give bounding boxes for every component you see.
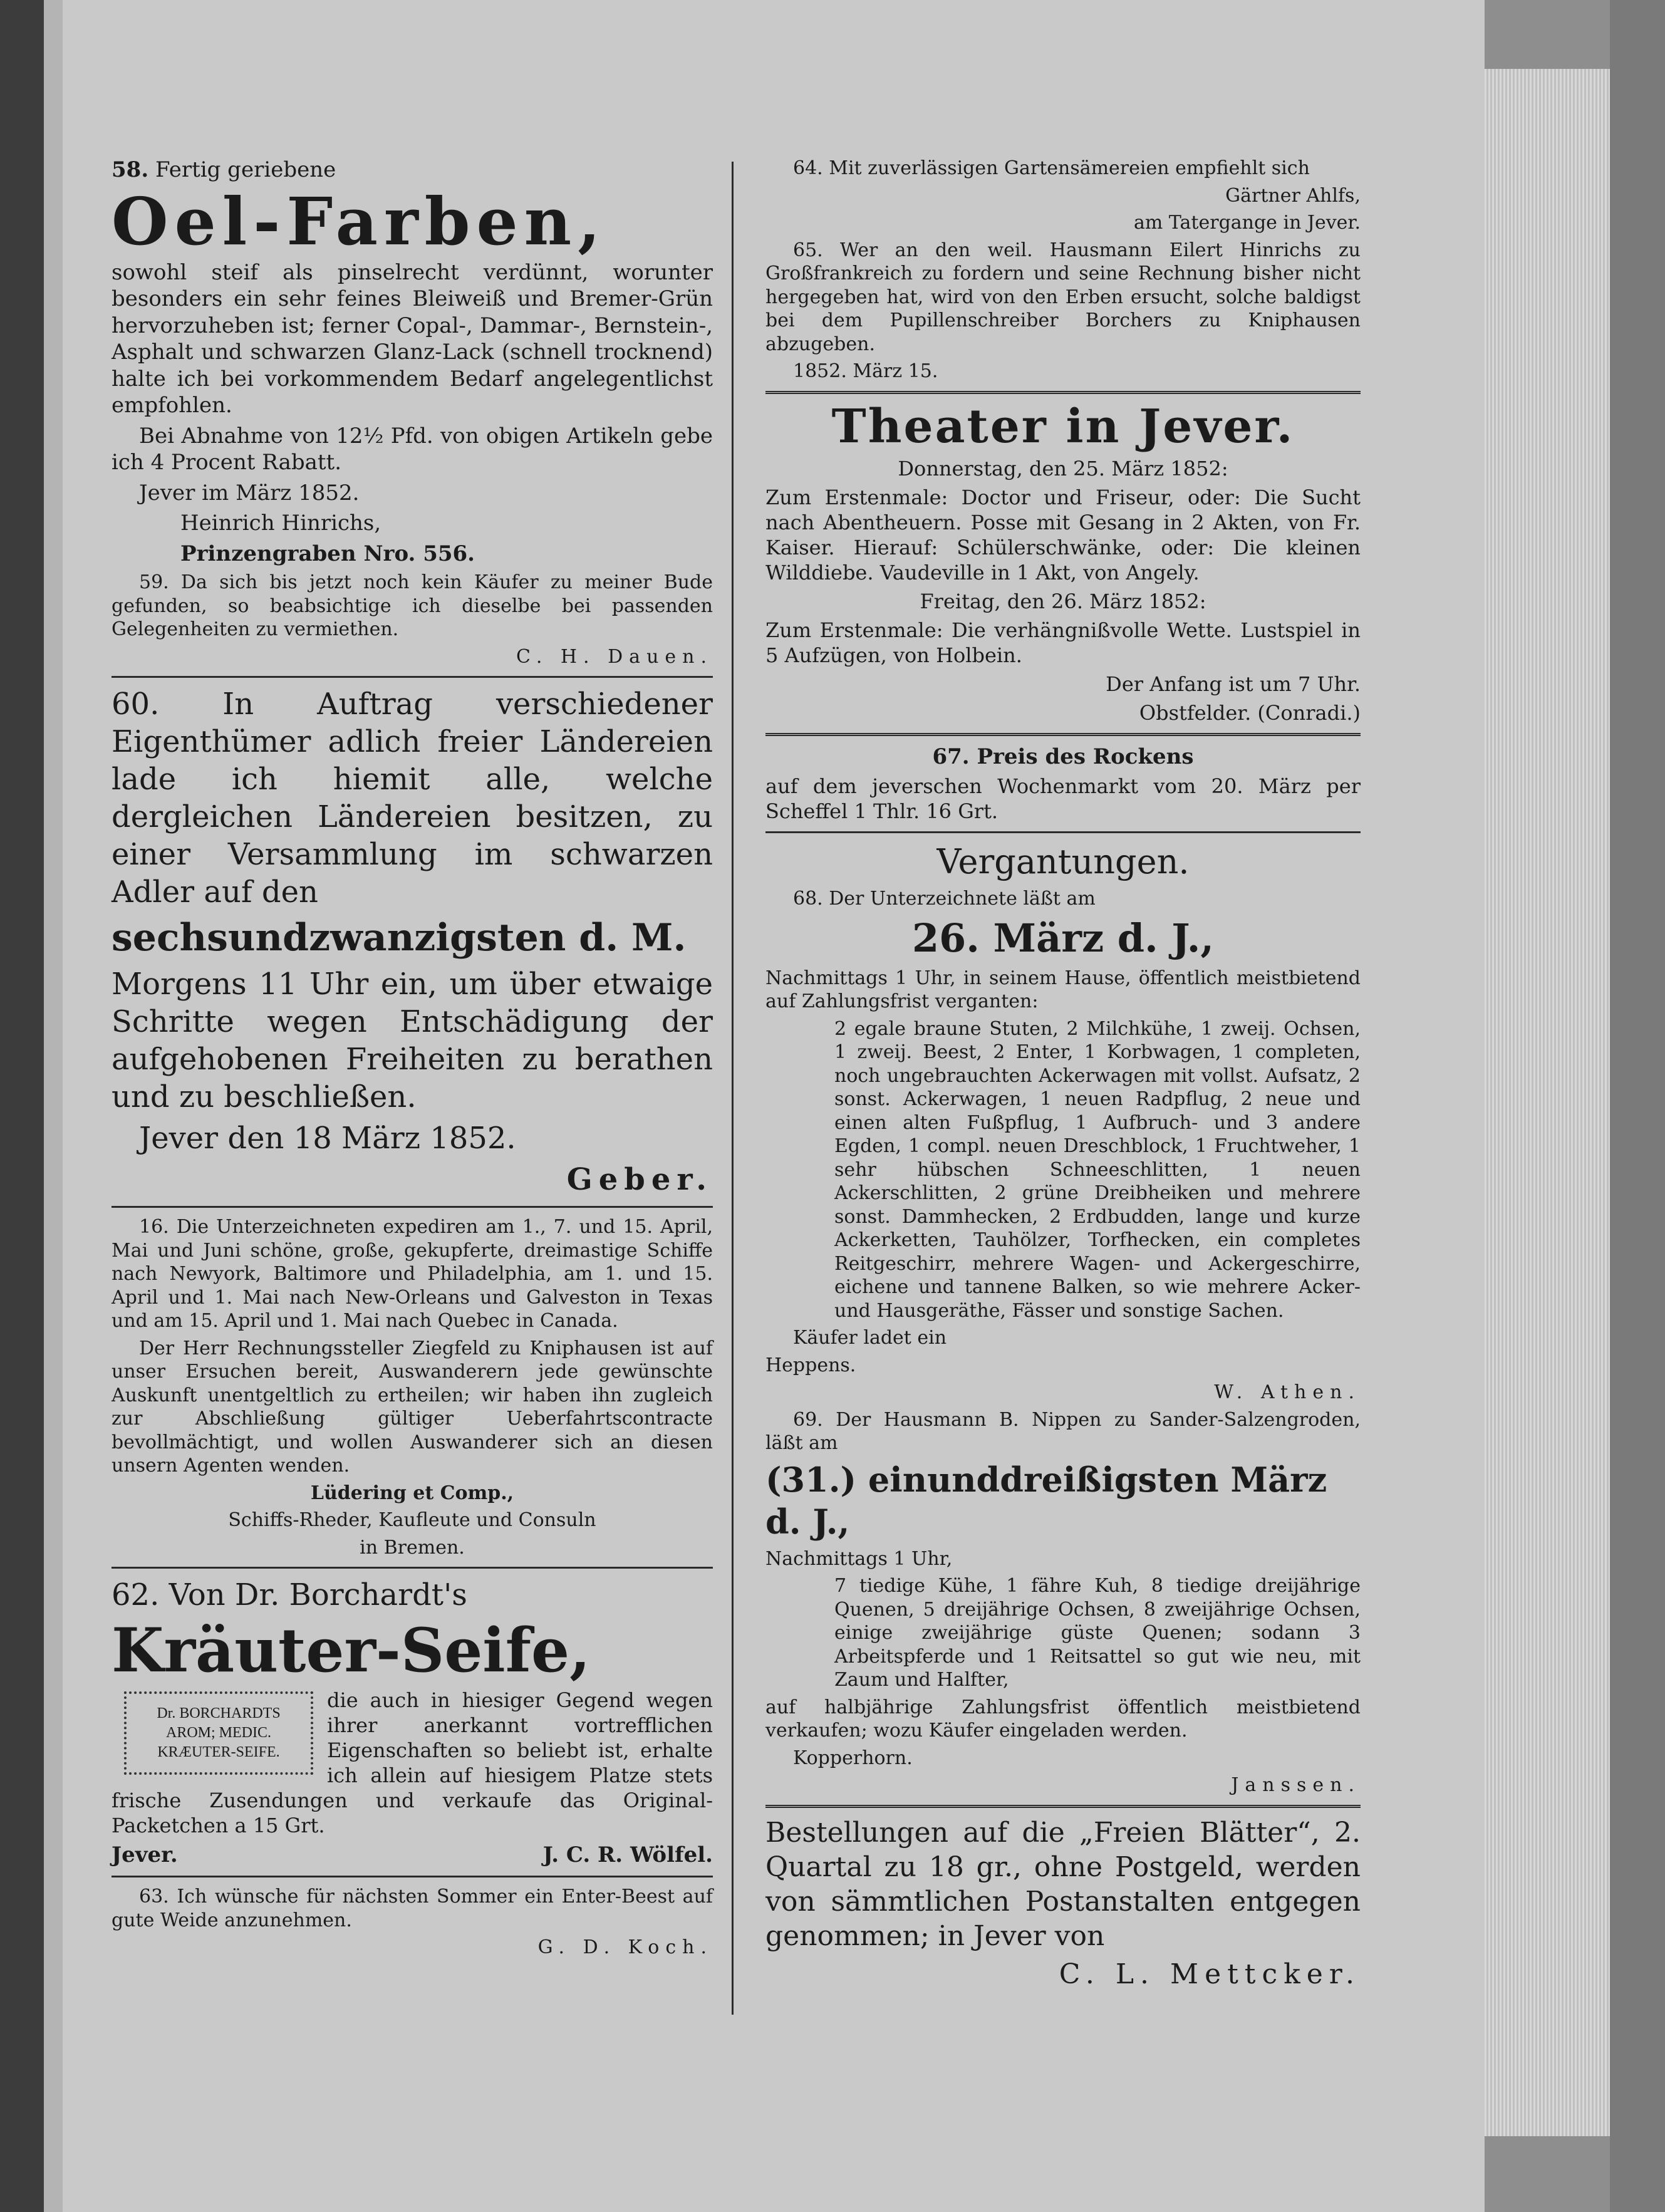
ad-62-text: die auch in hiesiger Gegend wegen ihrer anerkannt vortrefflichen Eigenschaften so beliebt ist, erhalte ich allein auf hiesigem Platze stets frische Zusendungen und verkaufe das Original-Packetchen a 15 Grt. (112, 1688, 713, 1837)
ad-60-day: sechsundzwanzigsten d. M. (112, 916, 687, 960)
ad-59-signature: C. H. Dauen. (516, 645, 713, 668)
ad-60-text: 60. In Auftrag verschiedener Eigenthümer adlich freier Ländereien lade ich hiemit alle, welche dergleichen Ländereien besitzen, zu einer Versammlung im schwarzen Adler auf den (112, 687, 713, 910)
ad-62-header: 62. Von Dr. Borchardt's (112, 1577, 467, 1613)
soap-stamp-logo (124, 1691, 313, 1775)
ad-16-signature-name: Lüdering et Comp., (310, 1482, 514, 1504)
ad-63-signature: G. D. Koch. (537, 1936, 713, 1959)
ad-58-date: Jever im März 1852. (139, 480, 360, 506)
ad-64-text: 64. Mit zuverlässigen Gartensämereien empfiehlt sich (793, 157, 1310, 179)
ad-16-text-2: Der Herr Rechnungssteller Ziegfeld zu Kniphausen ist auf unser Ersuchen bereit, Auswanderern jede gewünschte Auskunft unentgeltlich zu ertheilen; wir haben ihn zugleich zur Abschließung gültiger Ueberfahrtscontracte bevollmächtigt, und wollen Auswanderer sich an diesen unsern Agenten wenden. (112, 1337, 713, 1477)
ad-59-text: 59. Da sich bis jetzt noch kein Käufer zu meiner Bude gefunden, so beabsichtige ich dieselbe bei passenden Gelegenheiten zu vermiethen. (112, 571, 713, 641)
ad-69-item-list: 7 tiedige Kühe, 1 fähre Kuh, 8 tiedige dreijährige Quenen, 5 dreijährige Ochsen, 8 zweijährige Ochsen, einige zweijährige güste Quenen; sodann 3 Arbeitspferde und 1 Reitsattel so gut wie neu, mit Zaum und Halfter, (834, 1575, 1361, 1691)
subscription-notice: Bestellungen auf die „Freien Blätter“, 2. Quartal zu 18 gr., ohne Postgeld, werden von sämmtlichen Postanstalten entgegen genommen; in Jever von (765, 1816, 1361, 1952)
soap-stamp-text: Dr. BORCHARDTS AROM; MEDIC. KRÆUTER-SEIFE. (157, 1705, 281, 1761)
separator (765, 733, 1361, 736)
book-gutter (0, 0, 44, 2212)
ad-62-headline: Kräuter-Seife, (112, 1615, 591, 1686)
left-column (112, 157, 713, 1963)
ad-68-item-list: 2 egale braune Stuten, 2 Milchkühe, 1 zweij. Ochsen, 1 zweij. Beest, 2 Enter, 1 Korbwagen, 1 completen, noch ungebrauchten Ackerwagen mit vollst. Aufsatz, 2 sonst. Ackerwagen, 1 neuen Radpflug, 2 neue und einen alten Fußpflug, 1 Aufbruch- und 3 andere Egden, 1 compl. neuen Dreschblock, 1 Fruchtweher, 1 sehr hübschen Schneeschlitten, 1 neuen Ackerschlitten, 2 grüne Dreibheiken und mehrere sonst. Dammhecken, 2 Erdbudden, lange und kurze Ackerketten, Tauhölzer, Torfhecken, ein completes Reitgeschirr, mehrere Wagen- und Ackergeschirre, eichene und tannene Balken, so wie mehrere Acker- und Hausgeräthe, Fässer und sonstige Sachen. (834, 1017, 1361, 1322)
ad-69-date: (31.) einunddreißigsten März d. J., (765, 1459, 1327, 1542)
ad-62-place: Jever. (112, 1842, 178, 1867)
ad-67-header: 67. Preis des Rockens (932, 744, 1194, 769)
ad-16-signature-place: in Bremen. (360, 1536, 465, 1559)
ad-16-signature-title: Schiffs-Rheder, Kaufleute und Consuln (228, 1509, 596, 1532)
ad-58-title: Fertig geriebene (155, 157, 336, 182)
ad-69-time: Nachmittags 1 Uhr, (765, 1547, 953, 1570)
section-vergantungen: Vergantungen. (936, 842, 1190, 882)
right-column (765, 157, 1361, 1995)
ad-58-number: 58. (112, 157, 149, 182)
ad-68-text: Nachmittags 1 Uhr, in seinem Hause, öffentlich meistbietend auf Zahlungsfrist verganten: (765, 967, 1361, 1013)
ad-65-date: 1852. März 15. (793, 360, 938, 382)
ad-58-signature-address: Prinzengraben Nro. 556. (180, 541, 475, 566)
ad-67-text: auf dem jeverschen Wochenmarkt vom 20. März per Scheffel 1 Thlr. 16 Grt. (765, 774, 1361, 824)
ad-62-signature: J. C. R. Wölfel. (542, 1842, 713, 1867)
theater-date-1: Donnerstag, den 25. März 1852: (898, 456, 1228, 480)
ad-68-intro: 68. Der Unterzeichnete läßt am (793, 887, 1096, 910)
separator (765, 1805, 1361, 1808)
ad-58-headline: Oel-Farben, (112, 182, 607, 260)
separator (112, 1876, 713, 1877)
ad-64-signature-name: Gärtner Ahlfs, (1225, 184, 1361, 207)
ad-68-kaeufer: Käufer ladet ein (793, 1327, 947, 1349)
column-divider (732, 162, 734, 2015)
ad-62-footer (112, 1842, 713, 1869)
theater-date-2: Freitag, den 26. März 1852: (920, 589, 1206, 613)
ad-69-place: Kopperhorn. (793, 1747, 913, 1769)
ad-69-intro: 69. Der Hausmann B. Nippen zu Sander-Salzengroden, läßt am (765, 1408, 1361, 1455)
book-cover (1610, 0, 1665, 2212)
ad-58-discount: Bei Abnahme von 12½ Pfd. von obigen Artikeln gebe ich 4 Procent Rabatt. (112, 423, 713, 475)
separator (112, 676, 713, 678)
ad-16-text: 16. Die Unterzeichneten expediren am 1., 7. und 15. April, Mai und Juni schöne, große, gekupferte, dreimastige Schiffe nach Newyork, Baltimore und Philadelphia, am 1. und 15. April und 1. Mai nach New-Orleans und Galveston in Texas und am 15. April und 1. Mai nach Quebec in Canada. (112, 1216, 713, 1332)
ad-69-signature: Janssen. (1231, 1774, 1361, 1797)
separator (765, 831, 1361, 833)
page-edges (1485, 69, 1610, 2136)
ad-58-signature-name: Heinrich Hinrichs, (180, 511, 381, 536)
theater-play-2: Zum Erstenmale: Die verhängnißvolle Wette. Lustspiel in 5 Aufzügen, von Holbein. (765, 618, 1361, 667)
theater-play-1: Zum Erstenmale: Doctor und Friseur, oder: Die Sucht nach Abentheuern. Posse mit Gesang in 2 Akten, von Fr. Kaiser. Hierauf: Schülerschwänke, oder: Die kleinen Wilddiebe. Vaudeville in 1 Akt, von Angely. (765, 485, 1361, 584)
ad-69-text: auf halbjährige Zahlungsfrist öffentlich meistbietend verkaufen; wozu Käufer eingeladen werden. (765, 1696, 1361, 1742)
ad-60-text-2: Morgens 11 Uhr ein, um über etwaige Schritte wegen Entschädigung der aufgehobenen Freiheiten zu berathen und zu beschließen. (112, 967, 713, 1115)
theater-start-time: Der Anfang ist um 7 Uhr. (1106, 672, 1361, 696)
ad-68-date: 26. März d. J., (912, 915, 1214, 962)
separator (765, 391, 1361, 394)
ad-64-signature-address: am Tatergange in Jever. (1133, 212, 1361, 234)
ad-60-date: Jever den 18 März 1852. (139, 1121, 516, 1156)
ad-65-text: 65. Wer an den weil. Hausmann Eilert Hinrichs zu Großfrankreich zu fordern und seine Rechnung bisher nicht hergegeben hat, wird von den Erben ersucht, solche baldigst bei dem Pupillenschreiber Borchers zu Kniphausen abzugeben. (765, 239, 1361, 355)
ad-58-header (112, 157, 713, 184)
ad-68-place: Heppens. (765, 1354, 856, 1376)
separator (112, 1567, 713, 1569)
theater-signature: Obstfelder. (Conradi.) (1139, 700, 1361, 725)
ad-63-text: 63. Ich wünsche für nächsten Sommer ein Enter-Beest auf gute Weide anzunehmen. (112, 1886, 713, 1931)
ad-60-signature: Geber. (566, 1162, 713, 1198)
ad-58-text: sowohl steif als pinselrecht verdünnt, worunter besonders ein sehr feines Bleiweiß und Bremer-Grün hervorzuheben ist; ferner Copal-, Dammar-, Bernstein-, Asphalt und schwarzen Glanz-Lack (schnell trocknend) halte ich bei vorkommendem Bedarf angelegentlichst empfohlen. (112, 259, 713, 418)
subscription-signature: C. L. Mettcker. (1059, 1958, 1361, 1990)
ad-68-signature: W. Athen. (1214, 1381, 1361, 1404)
separator (112, 1206, 713, 1208)
theater-title: Theater in Jever. (831, 399, 1295, 454)
